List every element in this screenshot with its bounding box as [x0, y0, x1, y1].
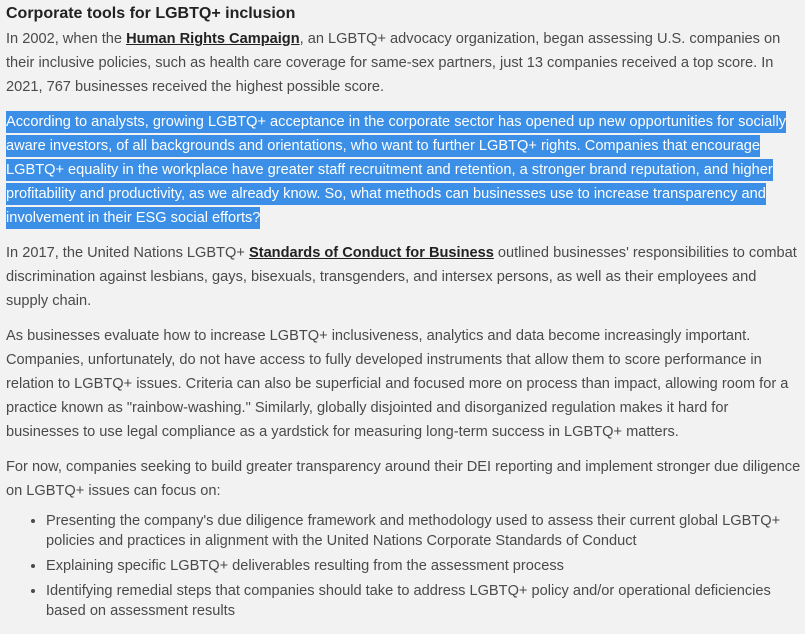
paragraph-analysts-selected[interactable] [6, 110, 805, 230]
selected-text[interactable]: According to analysts, growing LGBTQ+ acceptance in the corporate sector has opened up new opportunities for socially aware investors, of all backgrounds and orientations, who want to further LGBTQ+ rights. Companies that encourage LGBTQ+ equality in the workplace have greater staff recruitment and retention, a stronger brand reputation, and higher profitability and productivity, as we already know. So, what methods can businesses use to increase transparency and involvement in their ESG social efforts? [6, 111, 786, 229]
human-rights-campaign-link[interactable]: Human Rights Campaign [126, 31, 300, 47]
paragraph-intro-text-start: In 2002, when the [6, 31, 127, 47]
paragraph-un-standards-text-end: outlined businesses' responsibilities to combat discrimination against lesbians, gays, bisexuals, transgenders, and intersex persons, as well as their employees and supply chain. [6, 245, 797, 309]
paragraph-focus-intro: For now, companies seeking to build greater transparency around their DEI reporting and implement stronger due diligence on LGBTQ+ issues can focus on: [6, 459, 801, 499]
paragraph-un-standards [6, 241, 805, 313]
paragraph-intro [6, 27, 805, 99]
focus-list [6, 511, 805, 621]
list-item: • Presenting the company's due diligence framework and methodology used to assess their current global LGBTQ+ policies and practices in alignment with the United Nations Corporate Standards of Conduct [46, 511, 805, 551]
list-item: • Identifying remedial steps that companies should take to address LGBTQ+ policy and/or operational deficiencies based on assessment results [46, 581, 805, 621]
list-item: • Explaining specific LGBTQ+ deliverables resulting from the assessment process [46, 556, 805, 576]
article-title: Corporate tools for LGBTQ+ inclusion [6, 5, 296, 22]
paragraph-un-standards-text-start: In 2017, the United Nations LGBTQ+ [6, 245, 249, 261]
paragraph-intro-text-end: , an LGBTQ+ advocacy organization, began assessing U.S. companies on their inclusive policies, such as health care coverage for same-sex partners, just 13 companies received a top score. In 2021, 767 businesses received the highest possible score. [6, 31, 781, 95]
standards-of-conduct-link[interactable]: Standards of Conduct for Business [248, 245, 494, 261]
paragraph-analytics: As businesses evaluate how to increase LGBTQ+ inclusiveness, analytics and data become increasingly important. Companies, unfortunately, do not have access to fully developed instruments that allow them to score performance in relation to LGBTQ+ issues. Criteria can also be superficial and focused more on process than impact, allowing room for a practice known as "rainbow-washing." Similarly, globally disjointed and disorganized regulation makes it hard for businesses to use legal compliance as a yardstick for measuring long-term success in LGBTQ+ matters. [6, 328, 789, 440]
